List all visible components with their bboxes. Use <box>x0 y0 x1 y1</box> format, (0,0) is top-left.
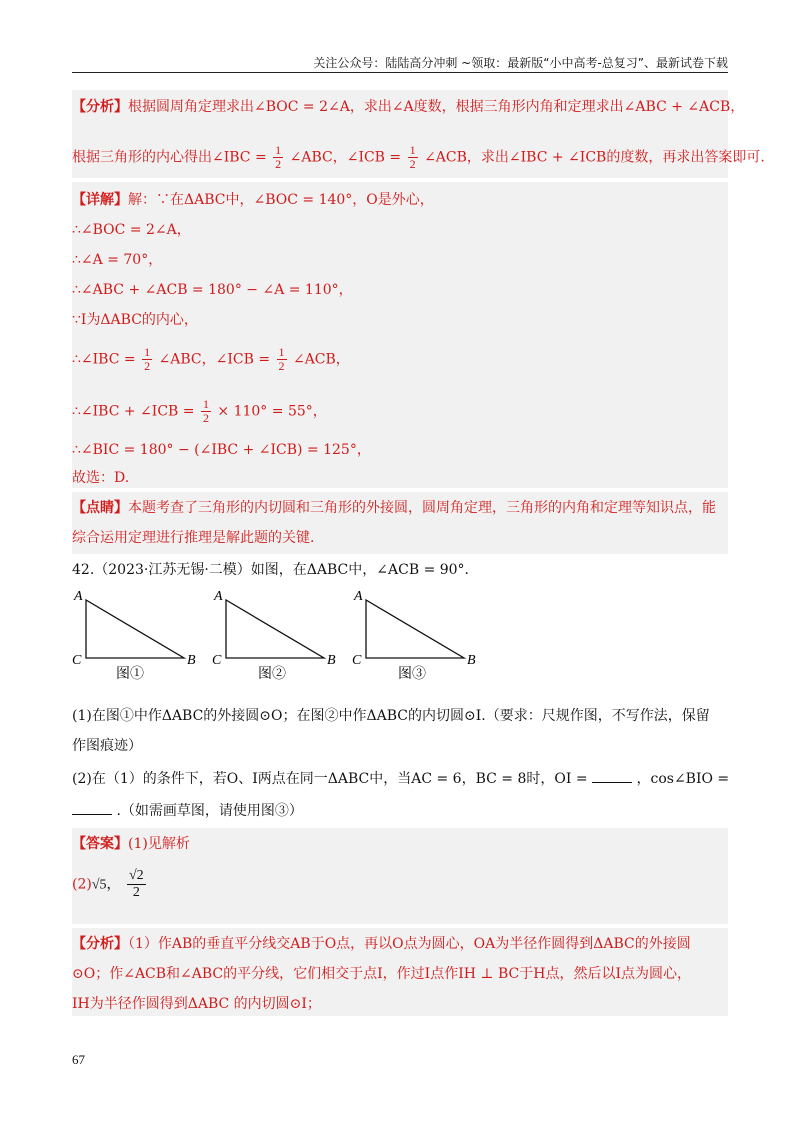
detail-line-6 <box>72 346 728 373</box>
detail-line-4 <box>72 280 728 300</box>
answer-value-sqrt5: √5， <box>91 877 121 893</box>
triangle-figures <box>72 586 728 686</box>
triangle-3 <box>366 600 464 658</box>
detail-line-5 <box>72 310 728 330</box>
detail-text-3: ∴∠A = 70°， <box>72 252 163 268</box>
question-2-line-1 <box>72 768 728 789</box>
problem-stem: 42.（2023·江苏无锡·二模）如图，在ΔABC中，∠ACB = 90°. <box>72 562 470 578</box>
vertex-b-2: B <box>327 653 336 668</box>
vertex-c-2: C <box>212 653 222 668</box>
answer-line-2 <box>72 868 728 901</box>
analysis-text-2b: ∠ABC，∠ICB = <box>289 149 402 166</box>
page-header: 关注公众号：陆陆高分冲刺 ~领取：最新版“小中高考-总复习”、最新试卷下载 <box>72 54 728 73</box>
answer-tag: 【答案】 <box>72 836 128 852</box>
triangle-1 <box>86 600 184 658</box>
analysis2-text-1: （1）作AB的垂直平分线交AB于O点，再以O点为圆心，OA为半径作圆得到ΔABC的外接圆 <box>128 936 691 952</box>
analysis-tag: 【分析】 <box>72 99 128 115</box>
fraction-half: $\frac{1}{2}$ <box>275 143 282 171</box>
fraction-half: $\frac{1}{2}$ <box>202 397 209 425</box>
answer-text-1: (1)见解析 <box>128 836 190 852</box>
analysis2-line-2 <box>72 964 728 984</box>
detail-text-7a: ∴∠IBC + ∠ICB = <box>72 403 195 420</box>
detail-text-4: ∴∠ABC + ∠ACB = 180° − ∠A = 110°， <box>72 282 353 298</box>
comment-tag: 【点睛】 <box>72 500 128 516</box>
detail-line-9 <box>72 468 728 488</box>
analysis2-text-2: ⊙O；作∠ACB和∠ABC的平分线，它们相交于点I，作过I点作IH ⊥ BC于H点，然后以I点为圆心， <box>72 966 692 982</box>
answer-blank-cos <box>72 800 112 815</box>
fraction-half: $\frac{1}{2}$ <box>278 345 285 373</box>
figure-caption-2: 图② <box>258 667 286 682</box>
figure-1 <box>72 589 196 682</box>
figure-caption-3: 图③ <box>398 667 426 682</box>
analysis-line-1 <box>72 97 745 117</box>
question-2-line-2 <box>72 800 728 821</box>
question-2-text-a: (2)在（1）的条件下，若O、I两点在同一ΔABC中，当AC = 6，BC = 8时，OI = <box>72 771 588 787</box>
analysis2-text-3: IH为半径作圆得到ΔABC 的内切圆⊙I； <box>72 996 321 1012</box>
comment-line-1 <box>72 498 728 518</box>
vertex-b-1: B <box>187 653 196 668</box>
vertex-a-2: A <box>214 589 223 604</box>
figure-3 <box>352 589 476 682</box>
detail-text-5: ∵I为ΔABC的内心， <box>72 312 198 328</box>
analysis2-line-3 <box>72 994 728 1014</box>
figure-caption-1: 图① <box>116 667 144 682</box>
detail-line-3 <box>72 250 728 270</box>
detail-text-2: ∴∠BOC = 2∠A， <box>72 222 191 238</box>
analysis-line-2 <box>72 143 765 171</box>
detail-text-8: ∴∠BIC = 180° − (∠IBC + ∠ICB) = 125°， <box>72 442 371 458</box>
question-2-text-b: ，cos∠BIO = <box>636 771 730 787</box>
answer-label-2: (2) <box>72 876 92 893</box>
detail-text-6c: ∠ACB， <box>292 351 350 368</box>
detail-text-1: 解：∵在ΔABC中，∠BOC = 140°，O是外心， <box>128 192 434 208</box>
detail-line-8 <box>72 440 728 460</box>
detail-line-2 <box>72 220 728 240</box>
vertex-a-3: A <box>354 589 363 604</box>
detail-text-7b: × 110° = 55°， <box>217 403 327 420</box>
vertex-a-1: A <box>74 589 83 604</box>
fraction-half: $\frac{1}{2}$ <box>409 143 416 171</box>
fraction-half: $\frac{1}{2}$ <box>144 345 151 373</box>
vertex-c-1: C <box>72 653 82 668</box>
fraction-sqrt2-over-2: $\frac{√2}{2}$ <box>128 868 144 900</box>
detail-text-6b: ∠ABC，∠ICB = <box>158 351 271 368</box>
answer-line-1 <box>72 834 728 854</box>
analysis-text-1: 根据圆周角定理求出∠BOC = 2∠A，求出∠A度数，根据三角形内角和定理求出∠ABC + ∠ACB， <box>128 99 745 115</box>
figure-2 <box>212 589 336 682</box>
question-2-text-c: .（如需画草图，请使用图③） <box>116 803 303 819</box>
analysis2-line-1 <box>72 934 728 954</box>
detail-text-9: 故选：D. <box>72 470 130 486</box>
comment-text-1: 本题考查了三角形的内切圆和三角形的外接圆，圆周角定理，三角形的内角和定理等知识点，能 <box>128 500 716 516</box>
analysis-text-2c: ∠ACB，求出∠IBC + ∠ICB的度数，再求出答案即可. <box>424 149 765 166</box>
comment-text-2: 综合运用定理进行推理是解此题的关键. <box>72 530 315 546</box>
page-number: 67 <box>72 1052 85 1067</box>
question-1-line-1: (1)在图①中作ΔABC的外接圆⊙O；在图②中作ΔABC的内切圆⊙I.（要求：尺规作图，不写作法，保留 <box>72 708 710 724</box>
answer-blank-oi <box>592 768 632 783</box>
detail-line-1 <box>72 190 728 210</box>
vertex-b-3: B <box>467 653 476 668</box>
detail-line-7 <box>72 398 728 425</box>
triangle-2 <box>226 600 324 658</box>
detail-text-6a: ∴∠IBC = <box>72 351 136 368</box>
comment-line-2 <box>72 528 728 548</box>
analysis-text-2a: 根据三角形的内心得出∠IBC = <box>72 149 267 166</box>
question-1-line-2: 作图痕迹） <box>72 738 142 754</box>
vertex-c-3: C <box>352 653 362 668</box>
analysis2-tag: 【分析】 <box>72 936 128 952</box>
detail-tag: 【详解】 <box>72 192 128 208</box>
